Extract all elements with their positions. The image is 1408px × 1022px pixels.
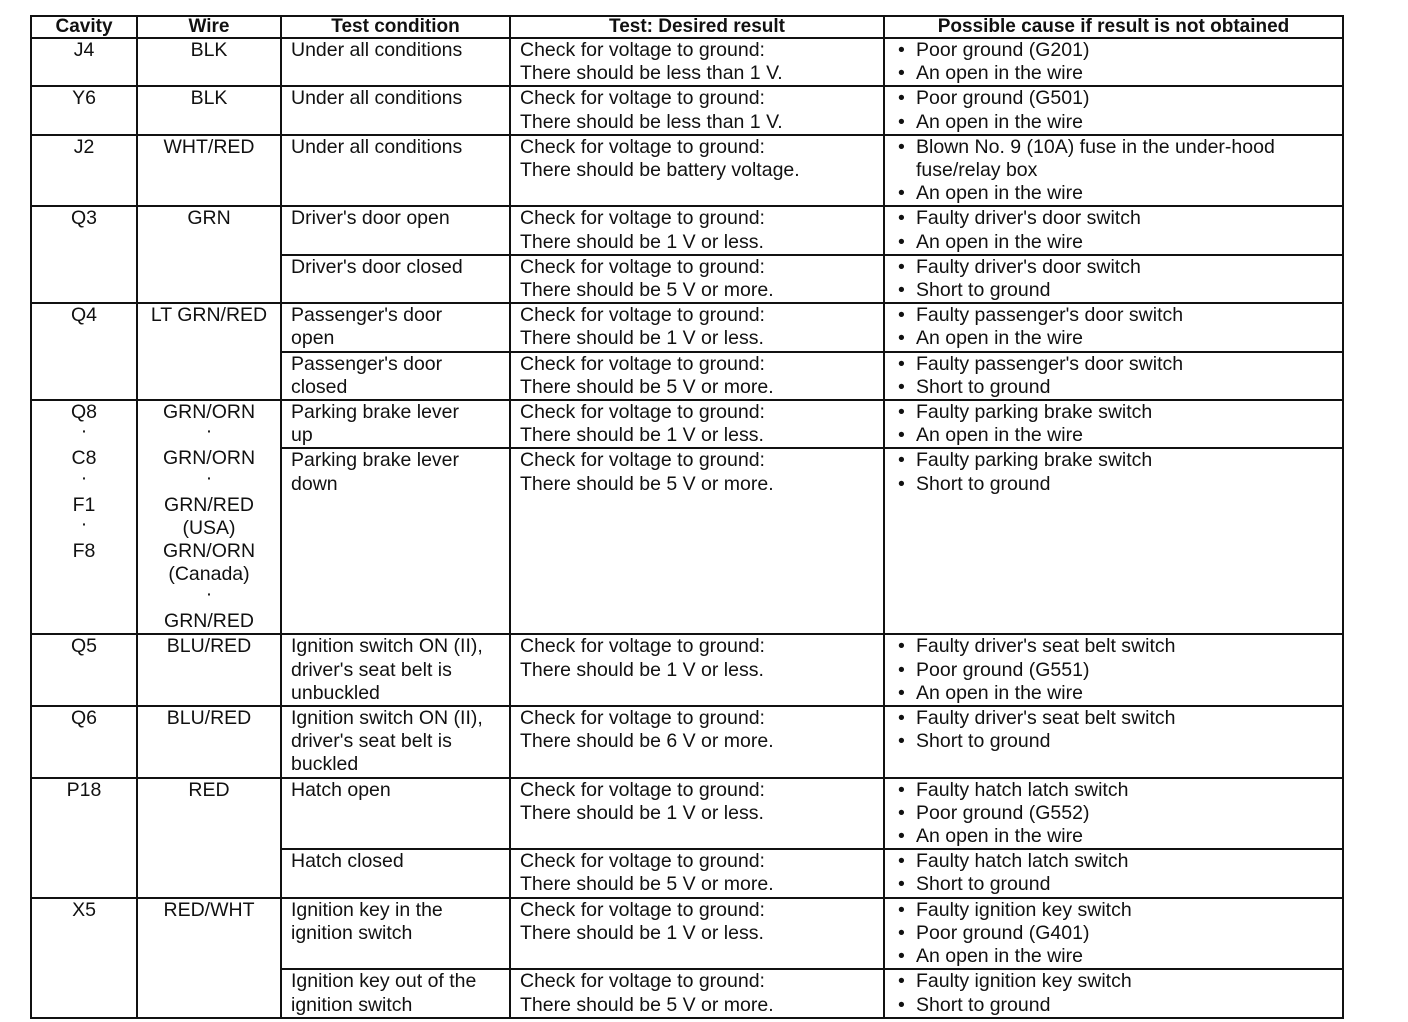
- result-line: Check for voltage to ground:: [520, 850, 765, 873]
- table-row: [31, 38, 1343, 86]
- cause-item: • An open in the wire: [898, 327, 1338, 350]
- result-line: Check for voltage to ground:: [520, 255, 765, 278]
- table-row: [31, 86, 1343, 134]
- cause-cell: [884, 849, 1343, 897]
- cause-item: • Faulty driver's seat belt switch: [898, 635, 1338, 658]
- cause-item-continuation: fuse/relay box: [916, 159, 1038, 182]
- result-cell: [510, 303, 884, 351]
- cavity-label: Q8: [70, 401, 97, 424]
- condition-text: closed: [291, 375, 348, 398]
- header-possible-cause: Possible cause if result is not obtained: [884, 16, 1343, 38]
- cause-item: • Faulty driver's seat belt switch: [898, 707, 1338, 730]
- cause-item: • An open in the wire: [898, 682, 1338, 705]
- cavity-label: F8: [72, 540, 96, 563]
- cavity-label: C8: [71, 447, 97, 470]
- header-desired-result: Test: Desired result: [510, 16, 884, 38]
- cause-cell: [884, 448, 1343, 634]
- condition-text: Ignition switch ON (II),: [291, 635, 483, 658]
- cause-item: • An open in the wire: [898, 62, 1338, 85]
- cause-item: • Faulty passenger's door switch: [898, 304, 1338, 327]
- cause-cell: [884, 86, 1343, 134]
- result-line: There should be 1 V or less.: [520, 327, 764, 350]
- cavity-cell: Q3: [31, 206, 137, 303]
- cause-item: • Faulty passenger's door switch: [898, 353, 1338, 376]
- cause-cell: [884, 206, 1343, 254]
- wire-cell: BLK: [137, 38, 281, 86]
- cause-cell: [884, 135, 1343, 207]
- table-row: [31, 898, 1343, 970]
- cause-item: • Short to ground: [898, 873, 1338, 896]
- result-line: There should be 5 V or more.: [520, 279, 774, 302]
- result-cell: [510, 135, 884, 207]
- cavity-cell: X5: [31, 898, 137, 1018]
- cause-item: • Poor ground (G551): [898, 659, 1338, 682]
- wire-cell: WHT/RED: [137, 135, 281, 207]
- condition-cell: [281, 400, 510, 448]
- condition-text: unbuckled: [291, 681, 380, 704]
- separator-dot: ·: [205, 582, 213, 605]
- header-row: [31, 16, 1343, 38]
- cause-item: • An open in the wire: [898, 182, 1338, 205]
- cause-item: • Short to ground: [898, 279, 1338, 302]
- cause-item: • Short to ground: [898, 994, 1338, 1017]
- condition-text: Parking brake lever: [291, 401, 459, 424]
- condition-text: ignition switch: [291, 921, 413, 944]
- wire-cell: BLU/RED: [137, 706, 281, 778]
- condition-text: buckled: [291, 753, 359, 776]
- result-cell: [510, 255, 884, 303]
- table-row: [31, 778, 1343, 850]
- condition-text: Ignition key out of the: [291, 970, 477, 993]
- result-cell: [510, 969, 884, 1017]
- cause-item: • Faulty driver's door switch: [898, 256, 1338, 279]
- table-row: [31, 206, 1343, 254]
- result-line: There should be 1 V or less.: [520, 424, 764, 447]
- condition-cell: [281, 706, 510, 778]
- cavity-cell: J2: [31, 135, 137, 207]
- terminal-test-table: [30, 15, 1344, 1019]
- cause-item: • Short to ground: [898, 730, 1338, 753]
- cause-cell: [884, 898, 1343, 970]
- cause-item: • Faulty hatch latch switch: [898, 850, 1338, 873]
- separator-dot: ·: [205, 420, 213, 443]
- result-line: Check for voltage to ground:: [520, 635, 765, 658]
- condition-text: ignition switch: [291, 993, 413, 1016]
- result-cell: [510, 352, 884, 400]
- condition-cell: [281, 135, 510, 207]
- condition-text: Parking brake lever: [291, 449, 459, 472]
- result-line: There should be 1 V or less.: [520, 658, 764, 681]
- condition-cell: [281, 634, 510, 706]
- wire-label: GRN/ORN: [162, 540, 256, 563]
- wire-cell: BLU/RED: [137, 634, 281, 706]
- result-cell: [510, 634, 884, 706]
- condition-text: Hatch open: [291, 778, 391, 801]
- wire-cell: LT GRN/RED: [137, 303, 281, 400]
- cause-item: • Blown No. 9 (10A) fuse in the under-hood: [898, 136, 1338, 159]
- cause-item: • Faulty driver's door switch: [898, 207, 1338, 230]
- result-line: Check for voltage to ground:: [520, 352, 765, 375]
- condition-cell: [281, 969, 510, 1017]
- cause-item: • Faulty parking brake switch: [898, 449, 1338, 472]
- result-line: There should be 1 V or less.: [520, 801, 764, 824]
- result-line: There should be battery voltage.: [520, 159, 800, 182]
- condition-cell: [281, 778, 510, 850]
- cavity-cell: Q4: [31, 303, 137, 400]
- cavity-cell: J4: [31, 38, 137, 86]
- result-line: There should be 6 V or more.: [520, 730, 774, 753]
- condition-cell: [281, 448, 510, 634]
- condition-text: Driver's door open: [291, 207, 450, 230]
- cavity-cell: Y6: [31, 86, 137, 134]
- result-line: There should be 5 V or more.: [520, 873, 774, 896]
- result-cell: [510, 206, 884, 254]
- result-line: There should be 5 V or more.: [520, 993, 774, 1016]
- condition-text: Under all conditions: [291, 87, 463, 110]
- condition-text: Ignition switch ON (II),: [291, 707, 483, 730]
- result-line: There should be 5 V or more.: [520, 375, 774, 398]
- wire-label: GRN/ORN: [162, 401, 256, 424]
- result-line: There should be less than 1 V.: [520, 62, 783, 85]
- wire-cell: BLK: [137, 86, 281, 134]
- condition-cell: [281, 898, 510, 970]
- cause-item: • Faulty parking brake switch: [898, 401, 1338, 424]
- cause-item: • Poor ground (G201): [898, 39, 1338, 62]
- wire-label: GRN/ORN: [162, 447, 256, 470]
- cause-item: • An open in the wire: [898, 231, 1338, 254]
- condition-text: Passenger's door: [291, 304, 443, 327]
- result-cell: [510, 86, 884, 134]
- cause-item: • Faulty ignition key switch: [898, 970, 1338, 993]
- condition-text: down: [291, 472, 338, 495]
- header-wire: Wire: [137, 16, 281, 38]
- cause-item: • An open in the wire: [898, 945, 1338, 968]
- cavity-label: F1: [72, 493, 96, 516]
- result-line: Check for voltage to ground:: [520, 87, 765, 110]
- cause-item: • An open in the wire: [898, 424, 1338, 447]
- table-row: [31, 400, 1343, 448]
- result-line: There should be 1 V or less.: [520, 921, 764, 944]
- result-line: There should be 1 V or less.: [520, 230, 764, 253]
- separator-dot: ·: [80, 420, 88, 443]
- cause-cell: [884, 706, 1343, 778]
- result-line: Check for voltage to ground:: [520, 207, 765, 230]
- result-line: Check for voltage to ground:: [520, 970, 765, 993]
- condition-cell: [281, 86, 510, 134]
- result-line: Check for voltage to ground:: [520, 449, 765, 472]
- result-cell: [510, 778, 884, 850]
- result-cell: [510, 400, 884, 448]
- condition-text: Under all conditions: [291, 39, 463, 61]
- result-cell: [510, 706, 884, 778]
- cause-item: • Poor ground (G501): [898, 87, 1338, 110]
- condition-text: open: [291, 327, 335, 350]
- cavity-cell: P18: [31, 778, 137, 898]
- wire-label: GRN/RED: [164, 609, 254, 632]
- cause-item: • An open in the wire: [898, 825, 1338, 848]
- cause-cell: [884, 400, 1343, 448]
- condition-cell: [281, 206, 510, 254]
- result-line: Check for voltage to ground:: [520, 135, 765, 158]
- cause-cell: [884, 255, 1343, 303]
- result-line: Check for voltage to ground:: [520, 707, 765, 730]
- condition-cell: [281, 352, 510, 400]
- table-row: [31, 634, 1343, 706]
- result-line: There should be less than 1 V.: [520, 110, 783, 133]
- condition-cell: [281, 303, 510, 351]
- result-line: Check for voltage to ground:: [520, 39, 765, 61]
- cavity-cell: [31, 400, 137, 634]
- condition-text: Hatch closed: [291, 850, 404, 873]
- condition-text: up: [291, 424, 313, 447]
- condition-text: Ignition key in the: [291, 898, 443, 921]
- condition-cell: [281, 849, 510, 897]
- cause-cell: [884, 352, 1343, 400]
- cavity-cell: Q6: [31, 706, 137, 778]
- document-page: [30, 15, 1342, 1016]
- result-line: Check for voltage to ground:: [520, 401, 765, 424]
- wire-cell: [137, 400, 281, 634]
- cause-item: • Short to ground: [898, 473, 1338, 496]
- condition-text: Passenger's door: [291, 352, 443, 375]
- table-row: [31, 135, 1343, 207]
- header-test-condition: Test condition: [281, 16, 510, 38]
- cause-cell: [884, 634, 1343, 706]
- result-cell: [510, 448, 884, 634]
- condition-text: Under all conditions: [291, 135, 463, 158]
- result-line: Check for voltage to ground:: [520, 304, 765, 327]
- table-row: [31, 303, 1343, 351]
- wire-cell: RED: [137, 778, 281, 898]
- condition-text: driver's seat belt is: [291, 658, 452, 681]
- cause-item: • Poor ground (G552): [898, 802, 1338, 825]
- cause-cell: [884, 778, 1343, 850]
- wire-label: GRN/RED: [164, 493, 254, 516]
- cause-item: • An open in the wire: [898, 111, 1338, 134]
- cause-item: • Faulty ignition key switch: [898, 899, 1338, 922]
- condition-text: Driver's door closed: [291, 255, 463, 278]
- cavity-cell: Q5: [31, 634, 137, 706]
- result-cell: [510, 38, 884, 86]
- separator-dot: ·: [80, 513, 88, 536]
- cause-cell: [884, 969, 1343, 1017]
- separator-dot: ·: [205, 466, 213, 489]
- wire-cell: GRN: [137, 206, 281, 303]
- result-line: Check for voltage to ground:: [520, 778, 765, 801]
- wire-label: (USA): [182, 517, 236, 540]
- result-cell: [510, 849, 884, 897]
- cause-item: • Faulty hatch latch switch: [898, 779, 1338, 802]
- result-cell: [510, 898, 884, 970]
- separator-dot: ·: [80, 466, 88, 489]
- result-line: There should be 5 V or more.: [520, 472, 774, 495]
- condition-cell: [281, 255, 510, 303]
- condition-cell: [281, 38, 510, 86]
- cause-cell: [884, 38, 1343, 86]
- cause-cell: [884, 303, 1343, 351]
- header-cavity: Cavity: [31, 16, 137, 38]
- cause-item: • Short to ground: [898, 376, 1338, 399]
- cause-item: • Poor ground (G401): [898, 922, 1338, 945]
- table-row: [31, 706, 1343, 778]
- wire-label: (Canada): [168, 563, 250, 586]
- result-line: Check for voltage to ground:: [520, 898, 765, 921]
- wire-cell: RED/WHT: [137, 898, 281, 1018]
- condition-text: driver's seat belt is: [291, 730, 452, 753]
